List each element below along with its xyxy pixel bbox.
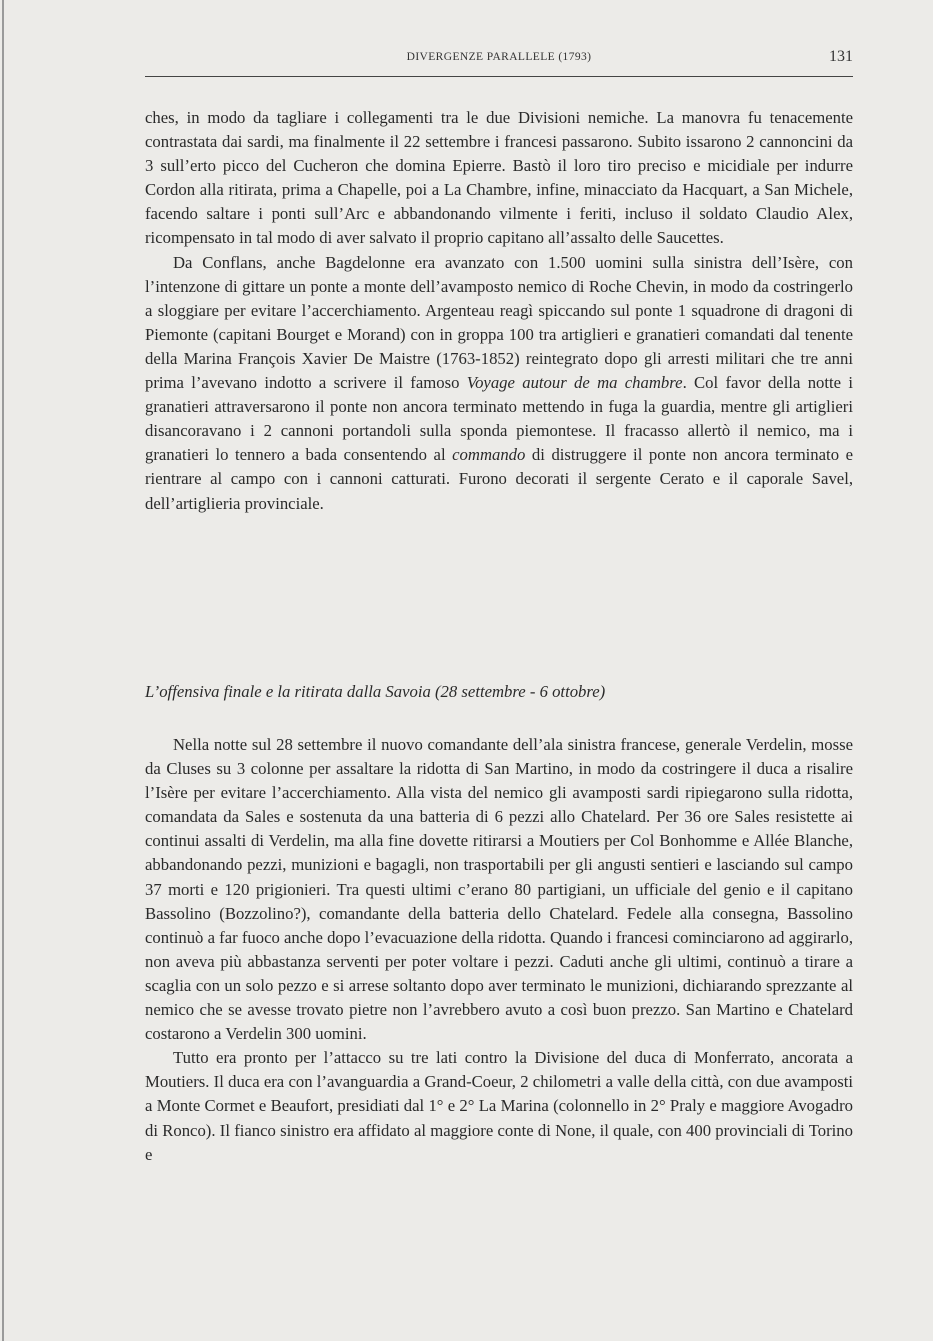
running-title: DIVERGENZE PARALLELE (1793)	[406, 51, 592, 63]
paragraph-conflans	[145, 251, 853, 516]
bottom-text-block	[145, 733, 853, 1167]
book-title: Voyage autour de ma chambre	[466, 373, 683, 393]
top-text-block	[145, 106, 853, 516]
paragraph-text: . Col favor della notte i granatieri attraversarono il ponte non ancora terminato mettendo in fuga la guardia, mentre gli artiglieri disancoravano i 2 cannoni portandoli sulla sponda piemontese. Il fracasso allertò il nemico, ma i granatieri lo tennero a bada consentendo al	[145, 373, 853, 465]
paragraph-text: Da Conflans, anche Bagdelonne era avanzato con 1.500 uomini sulla sinistra dell’Isère, con l’intenzone di gittare un ponte a monte dell’avamposto nemico di Roche Chevin, in modo da costringerlo a sloggiare per evitare l’accerchiamento. Argenteau reagì spiccando sul ponte 1 squadrone di dragoni di Piemonte (capitani Bourget e Morand) con in groppa 100 tra artiglieri e granatieri comandati dal tenente della Marina François Xavier De Maistre (1763-1852) reintegrato dopo gli arresti militari che tre anni prima l’avevano indotto a scrivere il famoso	[145, 252, 853, 393]
paragraph-continuation: ches, in modo da tagliare i collegamenti tra le due Divisioni nemiche. La manovra fu tenacemente contrastata dai sardi, ma finalmente il 22 settembre i francesi passarono. Subito issarono 2 cannoncini da 3 sull’erto picco del Cucheron che domina Epierre. Bastò il loro tiro preciso e micidiale per indurre Cordon alla ritirata, prima a Chapelle, poi a La Chambre, infine, minacciato da Hacquart, a San Michele, facendo saltare i ponti sull’Arc e abbandonando vilmente i feriti, incluso il soldato Claudio Alex, ricompensato in tal modo di aver salvato il proprio capitano all’assalto delle Saucettes.	[145, 108, 853, 248]
running-header	[145, 40, 853, 77]
section-heading: L’offensiva finale e la ritirata dalla Savoia (28 settembre - 6 ottobre)	[145, 682, 606, 701]
paragraph-verdelin: Nella notte sul 28 settembre il nuovo comandante dell’ala sinistra francese, generale Verdelin, mosse da Cluses su 3 colonne per assaltare la ridotta di San Martino, in modo da costringere il duca a risalire l’Isère per evitare l’accerchiamento. Alla vista del nemico gli avamposti sardi ripiegarono sulla ridotta, comandata da Sales e sostenuta da una batteria di 6 pezzi allo Chatelard. Per 36 ore Sales resistette ai continui assalti di Verdelin, ma alla fine dovette ritirarsi a Moutiers per Col Bonhomme e Allée Blanche, abbandonando pezzi, munizioni e bagagli, non trasportabili per gli angusti sentieri e lasciando sul campo 37 morti e 120 prigionieri. Tra questi ultimi c’erano 80 partigiani, un ufficiale del genio e il capitano Bassolino (Bozzolino?), comandante della batteria dello Chatelard. Fedele alla consegna, Bassolino continuò a far fuoco anche dopo l’evacuazione della ridotta. Quando i francesi cominciarono ad aggirarlo, non aveva più abbastanza serventi per poter voltare i pezzi. Caduti anche gli ultimi, continuò a tirare a scaglia con un solo pezzo e si arrese soltanto dopo aver terminato le munizioni, dichiarando sprezzante al nemico che se avesse trovato pietre non l’avrebbero avuto a così buon prezzo. San Martino e Chatelard costarono a Verdelin 300 uomini.	[145, 735, 853, 1044]
paragraph-monferrato: Tutto era pronto per l’attacco su tre lati contro la Divisione del duca di Monferrato, ancorata a Moutiers. Il duca era con l’avanguardia a Grand-Coeur, 2 chilometri a valle della città, con due avamposti a Monte Cormet e Beaufort, presidiati dal 1° e 2° La Marina (colonnello in 2° Praly e maggiore Avogadro di Ronco). Il fianco sinistro era affidato al maggiore conte di None, il quale, con 400 provinciali di Torino e	[145, 1048, 853, 1164]
italic-term: commando	[452, 445, 526, 465]
paragraph-text: di distruggere il ponte non ancora terminato e rientrare al campo con i cannoni catturati. Furono decorati il sergente Cerato e il caporale Savel, dell’artiglieria provinciale.	[145, 445, 853, 513]
page-number: 131	[829, 48, 853, 65]
page-edge-rule	[2, 0, 4, 1341]
